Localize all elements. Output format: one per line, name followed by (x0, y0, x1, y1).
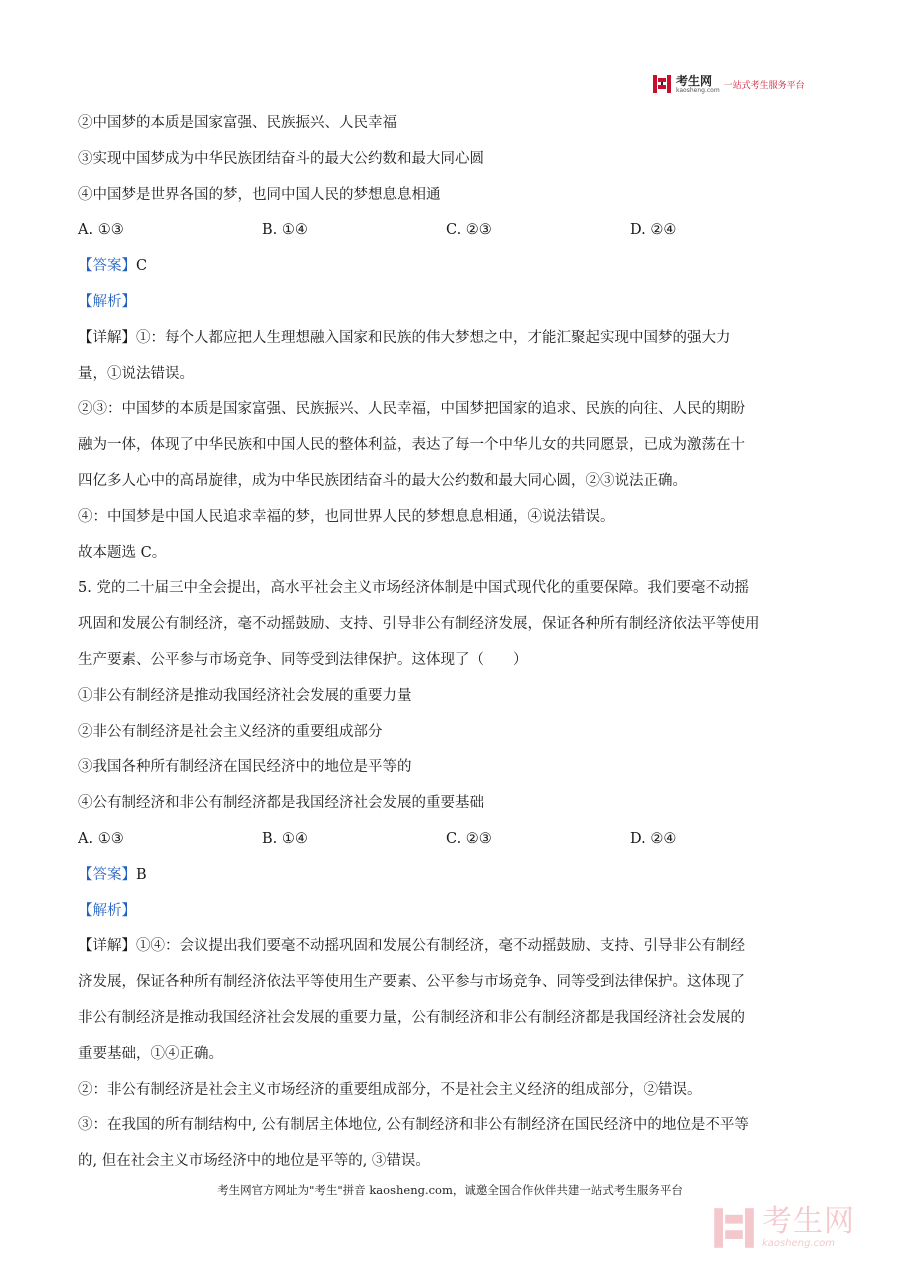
brand-slogan: 一站式考生服务平台 (723, 80, 805, 91)
q5-detail-line: 非公有制经济是推动我国经济社会发展的重要力量，公有制经济和非公有制经济都是我国经济社会发展的 (78, 1009, 745, 1026)
analysis-label: 【解析】 (78, 902, 136, 919)
q5-stem-line: 5. 党的二十届三中全会提出，高水平社会主义市场经济体制是中国式现代化的重要保障。我们要毫不动摇 (78, 580, 749, 597)
q5-analysis-heading (78, 894, 830, 930)
q4-item-2: ②中国梦的本质是国家富强、民族振兴、人民幸福 (78, 115, 397, 131)
q4-detail-line: 【详解】①：每个人都应把人生理想融入国家和民族的伟大梦想之中，才能汇聚起实现中国梦的强大力 (78, 329, 731, 346)
q5-detail-line: 济发展，保证各种所有制经济依法平等使用生产要素、公平参与市场竞争、同等受到法律保护。这体现了 (78, 974, 745, 991)
q5-detail-line: ②：非公有制经济是社会主义市场经济的重要组成部分，不是社会主义经济的组成部分，②错误。 (78, 1081, 702, 1098)
answer-value: C (136, 258, 148, 275)
q4-detail-line: 量，①说法错误。 (78, 365, 194, 382)
watermark-name: 考生网 (762, 1204, 855, 1239)
q5-detail-line: 的, 但在社会主义市场经济中的地位是平等的, ③错误。 (78, 1153, 430, 1170)
watermark-domain: kaosheng.com (762, 1238, 835, 1249)
q4-detail-line: 融为一体，体现了中华民族和中国人民的整体利益，表达了每一个中华儿女的共同愿景，已成为激荡在十 (78, 437, 745, 454)
q5-item-4: ④公有制经济和非公有制经济都是我国经济社会发展的重要基础 (78, 795, 484, 812)
q5-options (78, 822, 830, 858)
q5-option-c: C. ②③ (446, 830, 492, 847)
q4-detail-line: ②③：中国梦的本质是国家富强、民族振兴、人民幸福，中国梦把国家的追求、民族的向往、人民的期盼 (78, 401, 745, 418)
q4-option-a: A. ①③ (78, 222, 124, 239)
analysis-label: 【解析】 (78, 293, 136, 310)
detail-label: 【详解】 (78, 938, 136, 955)
q5-stem-line: 生产要素、公平参与市场竞争、同等受到法律保护。这体现了（ ） (78, 651, 528, 668)
q4-detail-line: 四亿多人心中的高昂旋律，成为中华民族团结奋斗的最大公约数和最大同心圆，②③说法正确。 (78, 472, 687, 489)
answer-label: 【答案】 (78, 866, 136, 883)
kaosheng-logo-icon (652, 74, 672, 94)
q5-item-3: ③我国各种所有制经济在国民经济中的地位是平等的 (78, 759, 412, 776)
q5-option-d: D. ②④ (630, 830, 677, 847)
brand-name: 考生网 (676, 73, 713, 88)
q4-detail-line: 故本题选 C。 (78, 544, 167, 561)
brand-domain: kaosheng.com (676, 86, 720, 94)
page-footer: 考生网官方网址为"考生"拼音 kaosheng.com，诚邀全国合作伙伴共建一站式考生服务平台 (217, 1183, 683, 1197)
q5-detail-line: 【详解】①④：会议提出我们要毫不动摇巩固和发展公有制经济，毫不动摇鼓励、支持、引导非公有制经 (78, 938, 745, 955)
q5-option-a: A. ①③ (78, 830, 124, 847)
watermark (712, 1198, 892, 1258)
document-body (78, 106, 830, 1180)
q5-stem-line: 巩固和发展公有制经济，毫不动摇鼓励、支持、引导非公有制经济发展，保证各种所有制经济依法平等使用 (78, 616, 760, 633)
q5-item-2: ②非公有制经济是社会主义经济的重要组成部分 (78, 723, 383, 740)
q4-options (78, 213, 830, 249)
q5-detail-line: 重要基础，①④正确。 (78, 1045, 223, 1062)
q5-item-1: ①非公有制经济是推动我国经济社会发展的重要力量 (78, 687, 412, 704)
header-logo (652, 72, 822, 96)
q4-answer (78, 249, 830, 285)
q5-detail-line: ③：在我国的所有制结构中, 公有制居主体地位, 公有制经济和非公有制经济在国民经济中的地位是不平等 (78, 1117, 749, 1134)
q4-item-3: ③实现中国梦成为中华民族团结奋斗的最大公约数和最大同心圆 (78, 150, 484, 167)
q4-option-d: D. ②④ (630, 222, 677, 239)
q5-answer (78, 858, 830, 894)
kaosheng-watermark-icon (712, 1206, 756, 1250)
q4-option-c: C. ②③ (446, 222, 492, 239)
q5-option-b: B. ①④ (262, 830, 308, 847)
detail-label: 【详解】 (78, 329, 136, 346)
answer-label: 【答案】 (78, 258, 136, 275)
q4-option-b: B. ①④ (262, 222, 308, 239)
q4-detail-line: ④：中国梦是中国人民追求幸福的梦，也同世界人民的梦想息息相通，④说法错误。 (78, 508, 615, 525)
q4-item-4: ④中国梦是世界各国的梦，也同中国人民的梦想息息相通 (78, 186, 441, 203)
answer-value: B (136, 866, 147, 883)
q4-analysis-heading (78, 285, 830, 321)
